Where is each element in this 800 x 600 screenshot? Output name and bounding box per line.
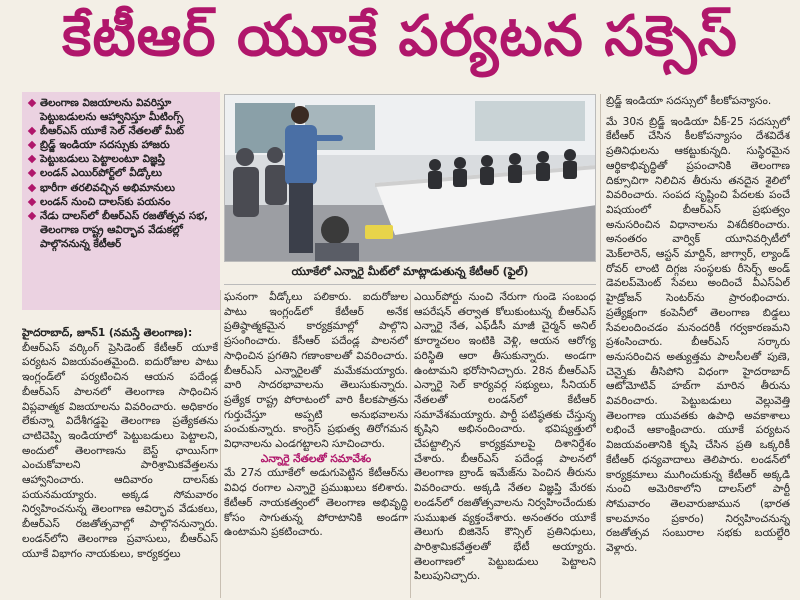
section-subhead: ఎన్నారై నేతలతో సమావేశం	[260, 452, 372, 465]
highlight-item: బీఆర్ఎస్ యూకే సెల్ నేతలతో మీట్	[28, 124, 214, 138]
highlight-item: పెట్టుబడులు పెట్టాలంటూ విజ్ఞప్తి	[28, 152, 214, 166]
column-divider	[220, 290, 221, 598]
highlights-list	[28, 96, 214, 251]
highlight-item: తెలంగాణ విజయాలను వివరిస్తూ పెట్టుబడులను ఆహ్వానిస్తూ మీటింగ్స్	[28, 96, 214, 124]
column-4	[606, 94, 790, 598]
highlight-item: లండన్ నుంచి దాలస్‌కు పయనం	[28, 195, 214, 209]
column-3-text: ఎయిర్‌పోర్టు నుంచి నేరుగా గుండె సంబంధ ఆపరేషన్ తర్వాత కోలుకుంటున్న బీఆర్ఎస్ ఎన్నారై నేత, ఎఫ్‌డీసీ మాజీ చైర్మన్ అనిల్ కూర్మాచలం ఇంటికి వెళ్లి, ఆయన ఆరోగ్య పరిస్థితి ఆరా తీసుకున్నారు. అండగా ఉంటామని భరోసానిచ్చారు. 28న బీఆర్ఎస్ ఎన్నారై సెల్ కార్యవర్గ సభ్యులు, సీనియర్ నేతలతో లండన్‌లో కేటీఆర్ సమావేశమయ్యారు. పార్టీ పటిష్ఠతకు చేస్తున్న కృషిని అభినందించారు. భవిష్యత్తులో చేపట్టాల్సిన కార్యక్రమాలపై దిశానిర్దేశం చేశారు. బీఆర్ఎస్ పదేండ్ల పాలనలో తెలంగాణ బ్రాండ్ ఇమేజ్‌ను పెంచిన తీరును వివరించారు. అక్కడి నేతల విజ్ఞప్తి మేరకు లండన్‌లో రజతోత్సవాలను నిర్వహించేందుకు సుముఖత వ్యక్తంచేశారు. అనంతరం యూకే తెలుగు బిజినెస్ కౌన్సిల్ ప్రతినిధులు, పారిశ్రామికవేత్తలతో భేటీ అయ్యారు. తెలంగాణలో పెట్టుబడులు పెట్టాలని పిలుపునిచ్చారు.	[414, 291, 596, 583]
dateline: హైదరాబాద్, జూన్1 (నమస్తే తెలంగాణ):	[22, 327, 193, 339]
column-divider	[410, 290, 411, 598]
column-3	[414, 290, 596, 598]
column-4-text-b: మే 30న బ్రిడ్జ్ ఇండియా వీక్-25 సదస్సులో కేటీఆర్ చేసిన కీలకోపన్యాసం దేశవిదేశ ప్రతినిధులను ఆకట్టుకున్నది. సుస్థిరమైన ఆర్థికాభివృద్ధితో ప్రపంచానికి తెలంగాణ దిక్సూచిగా నిలిచిన తీరును తనదైన శైలిలో వివరించారు. సంపద సృష్టించి పేదలకు పంచే విషయంలో బీఆర్ఎస్ ప్రభుత్వం అనుసరించిన విధానాలను విశదీకరించారు. అనంతరం వార్విక్ యూనివర్సిటీలో మెక్‌లారెన్, ఆస్టన్ మార్టిన్, జాగ్వార్, ల్యాండ్ రోవర్ లాంటి దిగ్గజ సంస్థలకు రీసెర్చ్ అండ్ డెవలప్‌మెంట్ సేవలు అందించే వీఎస్ఏల్ హైడ్రోజన్ సెంటర్‌ను ప్రారంభించారు. ప్రత్యేక్షంగా కంపెనీలో తెలంగాణ బిడ్డలు సేవలందించడం మనందరికీ గర్వకారణమని ప్రశంసించారు. బీఆర్ఎస్ సర్కారు అనుసరించిన అత్యుత్తమ పాలసీలతో పుణె, చెన్నైకు తీసిపోని విధంగా హైదరాబాద్ ఆటోమోటివ్ హబ్‌గా మారిన తీరును వివరించారు. పెట్టుబడులు వెల్లువెత్తి తెలంగాణ యువతకు ఉపాధి అవకాశాలు లభించే ఆకాంక్షించారు. యూకే పర్యటన విజయవంతానికి కృషి చేసిన ప్రతి ఒక్కరికీ కేటీఆర్ ధన్యవాదాలు తెలిపారు. లండన్‌లో కార్యక్రమాలు ముగించుకున్న కేటీఆర్ అక్కడి నుంచి అమెరికాలోని దాలస్‌లో పార్టీ సోమవారం తెలవారుజామున (భారత కాలమానం ప్రకారం) నిర్వహించనున్న రజతోత్సవ సంబురాల సభకు బయల్దేరి వెళ్లారు.	[606, 115, 790, 555]
news-photo	[224, 94, 596, 262]
headline: కేటీఆర్ యూకే పర్యటన సక్సెస్	[62, 3, 738, 69]
highlight-item: లండన్ ఎయిర్‌పోర్ట్‌లో వీడ్కోలు	[28, 166, 214, 180]
highlights-box	[22, 92, 220, 310]
column-4-text-a: బ్రిడ్జ్ ఇండియా సదస్సులో కీలకోపన్యాసం.	[606, 95, 772, 107]
column-2-text-b: మే 27న యూకేలో అడుగుపెట్టిన కేటీఆర్‌ను వివిధ రంగాల ఎన్నారై ప్రముఖులు కలిశారు. కేటీఆర్ నాయకత్వంలో తెలంగాణ అభివృద్ధి కోసం సాగుతున్న పోరాటానికి అండగా ఉంటామని ప్రకటించారు.	[224, 467, 408, 539]
column-2-text: ఘనంగా వీడ్కోలు పలికారు. ఐదురోజుల పాటు ఇంగ్లండ్‌లో కేటీఆర్ అనేక ప్రతిష్ఠాత్మకమైన కార్యక్రమాల్లో పాల్గొని ప్రసంగించారు. కేసీఆర్ పదేండ్ల పాలనలో సాధించిన ప్రగతిని గణాంకాలతో వివరించారు. బీఆర్ఎస్ ఎన్నారైలతో మమేకమయ్యారు. వారి సాదరభావాలను తెలుసుకున్నారు. ప్రత్యేక రాష్ట్ర పోరాటంలో వారి కీలకపాత్రను గుర్తుచేస్తూ అప్పటి అనుభవాలను పంచుకున్నారు. కాంగ్రెస్ ప్రభుత్వ తిరోగమన విధానాలను ఎండగట్టాలని సూచించారు.	[224, 291, 408, 451]
column-1	[22, 326, 218, 598]
column-1-text: బీఆర్ఎస్ వర్కింగ్ ప్రెసిడెంట్ కేటీఆర్ యూకే పర్యటన విజయవంతమైంది. ఐదురోజుల పాటు ఇంగ్లండ్‌లో పర్యటించిన ఆయన పదేండ్ల బీఆర్ఎస్ పాలనలో తెలంగాణ సాధించిన విప్లవాత్మక విజయాలను వివరించారు. అధికారం లేకున్నా విదేశీగడ్డపై తెలంగాణ ప్రత్యేకతను చాటిచెప్పి ఇండియాలో పెట్టుబడులు పెట్టాలని, అందులో తెలంగాణను బెస్ట్ ఛాయిస్‌గా ఎంచుకోవాలని పారిశ్రామికవేత్తలను ఆహ్వానించారు. ఆదివారం దాలస్‌కు పయనమయ్యారు. అక్కడ సోమవారం నిర్వహించనున్న తెలంగాణ ఆవిర్భావ వేడుకలు, బీఆర్ఎస్ రజతోత్సవాల్లో పాల్గొననున్నారు. లండన్‌లోని తెలంగాణ ప్రవాసులు, బీఆర్ఎస్ యూకే విభాగం నాయకులు, కార్యకర్తలు	[22, 341, 218, 560]
photo-caption: యూకేలో ఎన్నారై మీట్‌లో మాట్లాడుతున్న కేటీఆర్ (ఫైల్)	[224, 262, 596, 285]
highlight-item: భారీగా తరలివచ్చిన అభిమానులు	[28, 181, 214, 195]
highlight-item: బ్రిడ్జ్ ఇండియా సదస్సుకు హాజరు	[28, 138, 214, 152]
highlight-item: నేడు దాలస్‌లో బీఆర్ఎస్ రజతోత్సవ సభ, తెలంగాణ రాష్ట్ర ఆవిర్భావ వేడుకల్లో పాల్గొననున్న కేటీఆర్	[28, 209, 214, 251]
column-divider	[600, 94, 601, 598]
column-2	[224, 290, 408, 598]
